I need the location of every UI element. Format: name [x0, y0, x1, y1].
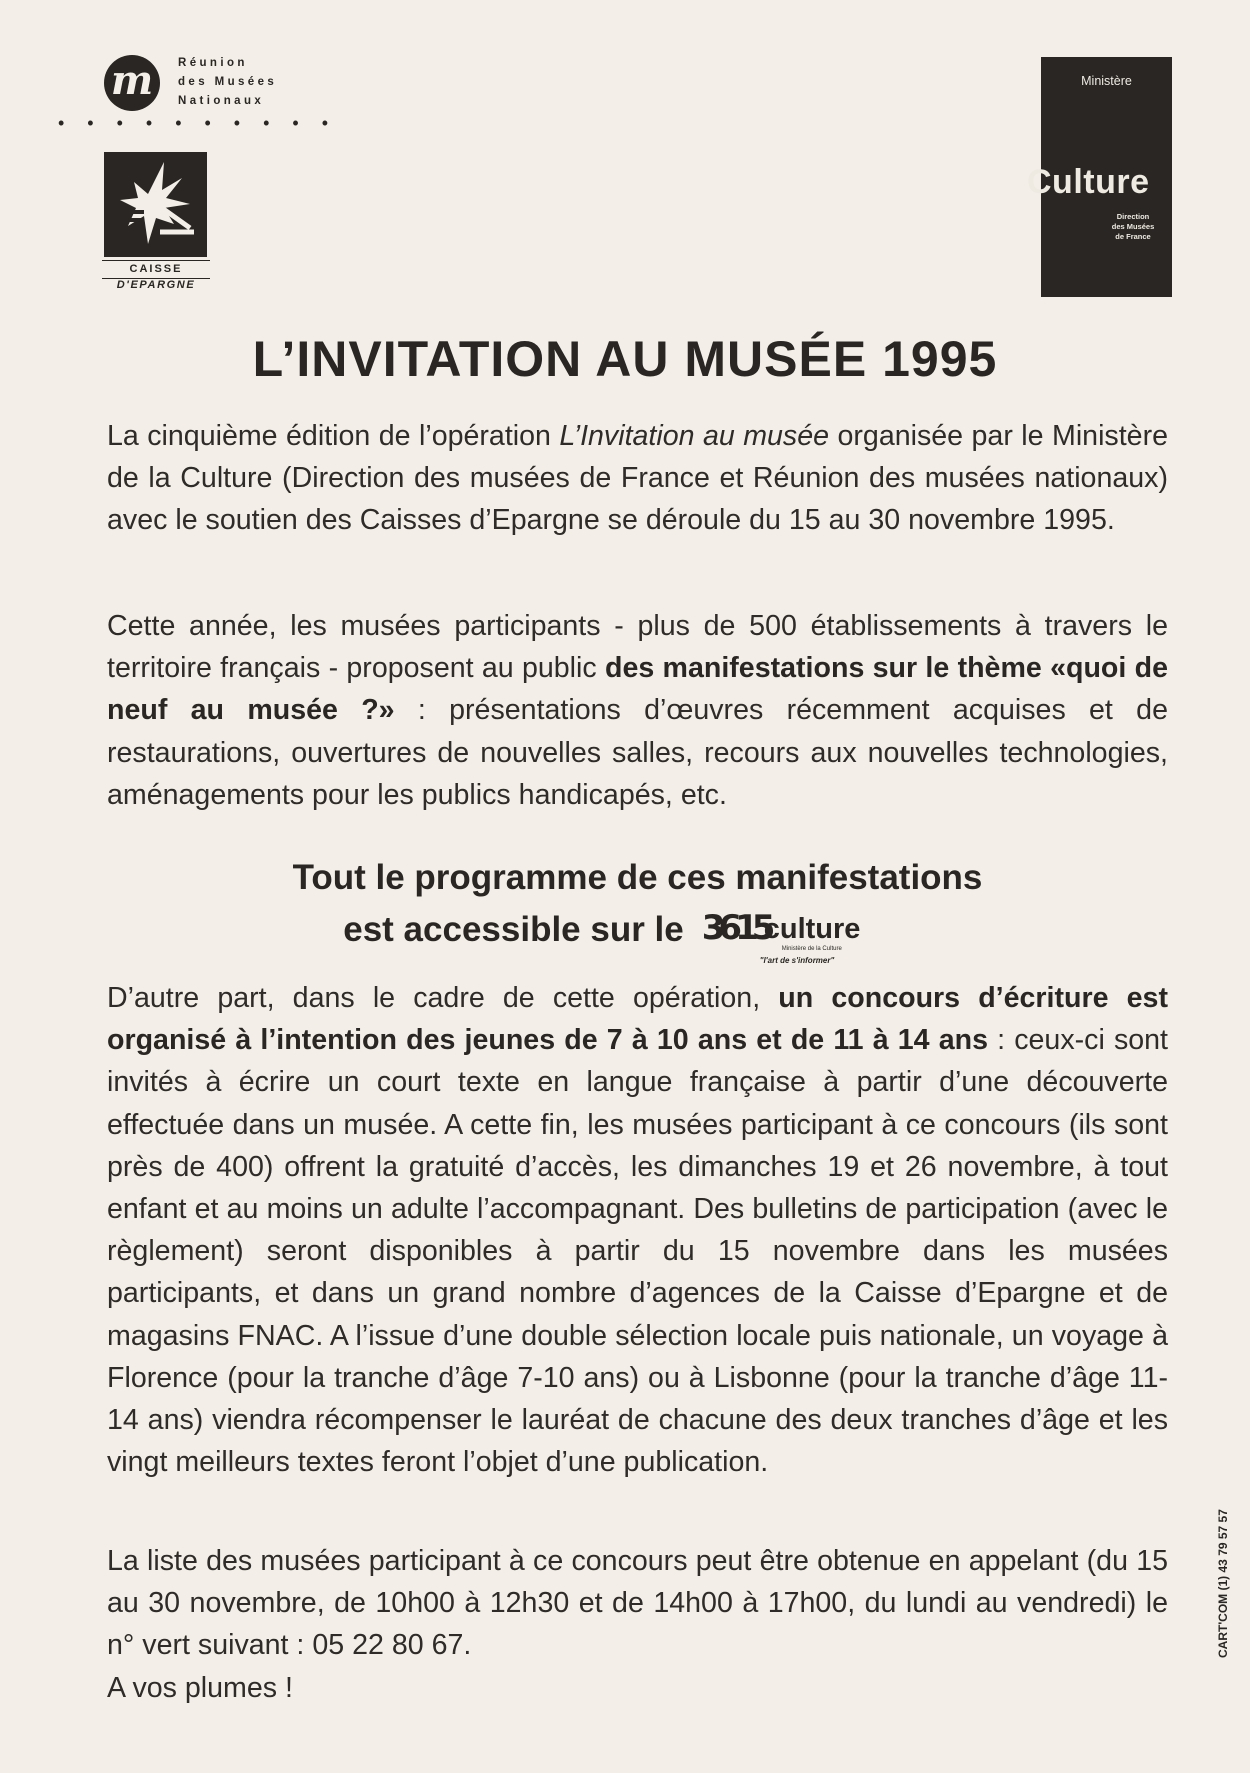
rmn-line: Réunion [178, 57, 248, 69]
caisse-epargne-logo [102, 152, 210, 297]
side-credit: CART'COM (1) 43 79 57 57 [1216, 1509, 1230, 1658]
text-span: La cinquième édition de l’opération [107, 420, 560, 452]
culture-label: Culture [1027, 163, 1150, 201]
paragraph-contest [107, 977, 1168, 1483]
ministere-culture-logo [1027, 57, 1172, 297]
text-span-bold: un concours d’écriture est organisé à l’intention des jeunes de 7 à 10 ans et de 11 à 14 ans [107, 982, 1168, 1057]
direction-line: Direction [1116, 212, 1150, 221]
text-span: Cette année, les musées participants - plus de 500 établissements à travers le territoire français - proposent au public [107, 610, 1168, 685]
text-span: organisée par le Ministère de la Culture (Direction des musées de France et Réunion des musées nationaux) avec le soutien des Caisses d’Epargne se déroule du 15 au 30 novembre 1995. [107, 420, 1168, 537]
logo-3615-culture [701, 904, 932, 965]
paragraph-theme [107, 605, 1168, 816]
text-span-bold: des manifestations sur le thème «quoi de neuf au musée ?» [107, 652, 1168, 727]
program-line-1: Tout le programme de ces manifestations [292, 858, 983, 897]
logo-3615-word: culture [763, 913, 861, 945]
caisse-epargne-text: D'EPARGNE [102, 278, 210, 291]
logo-3615-sub: Ministère de la Culture [781, 946, 842, 952]
rmn-line: des Musées [178, 76, 278, 88]
direction-line: de France [1115, 232, 1151, 241]
paragraph-intro [107, 415, 1168, 542]
text-span: : présentations d’œuvres récemment acquises et de restaurations, ouvertures de nouvelles salles, recours aux nouvelles technologies, aménagements pour les publics handicapés, etc. [107, 694, 1168, 811]
program-heading [107, 852, 1168, 965]
text-span: La liste des musées participant à ce concours peut être obtenue en appelant (du 15 au 30 novembre, de 10h00 à 12h30 et de 14h00 à 17h00, du lundi au vendredi) le n° vert suivant : 05 22 80 67. [107, 1545, 1168, 1662]
paragraph-contact [107, 1540, 1168, 1709]
program-line-2: est accessible sur le [343, 910, 684, 949]
logo-3615-mark: 3615 [701, 908, 769, 948]
caisse-epargne-text: CAISSE [102, 260, 210, 275]
squirrel-icon [104, 152, 207, 257]
rmn-line: Nationaux [178, 95, 265, 107]
direction-line: des Musées [1111, 222, 1155, 231]
program-line-2-wrap [107, 904, 1168, 965]
page-title: L’INVITATION AU MUSÉE 1995 [252, 331, 998, 387]
closing-line: A vos plumes ! [107, 1671, 293, 1704]
dotted-divider: •••••••••• [58, 113, 352, 133]
text-span: D’autre part, dans le cadre de cette opération, [107, 982, 779, 1014]
text-span: : ceux-ci sont invités à écrire un court texte en langue française à partir d’une découverte effectuée dans un musée. A cette fin, les musées participant à ce concours (ils sont près de 400) offrent la gratuité d’accès, les dimanches 19 et 26 novembre, à tout enfant et au moins un adulte l’accompagnant. Des bulletins de participation (avec le règlement) seront disponibles à partir du 15 novembre dans les musées participants, et dans un grand nombre d’agences de la Caisse d’Epargne et de magasins FNAC. A l’issue d’une double sélection locale puis nationale, un voyage à Florence (pour la tranche d’âge 7-10 ans) ou à Lisbonne (pour la tranche d’âge 11-14 ans) viendra récompenser le lauréat de chacune des deux tranches d’âge et les vingt meilleurs textes feront l’objet d’une publication. [107, 1024, 1168, 1479]
logo-3615-slogan: "l'art de s'informer" [759, 956, 835, 965]
ministere-label: Ministère [1081, 74, 1132, 88]
rmn-mark: m [104, 55, 160, 111]
text-span-italic: L’Invitation au musée [559, 420, 830, 452]
